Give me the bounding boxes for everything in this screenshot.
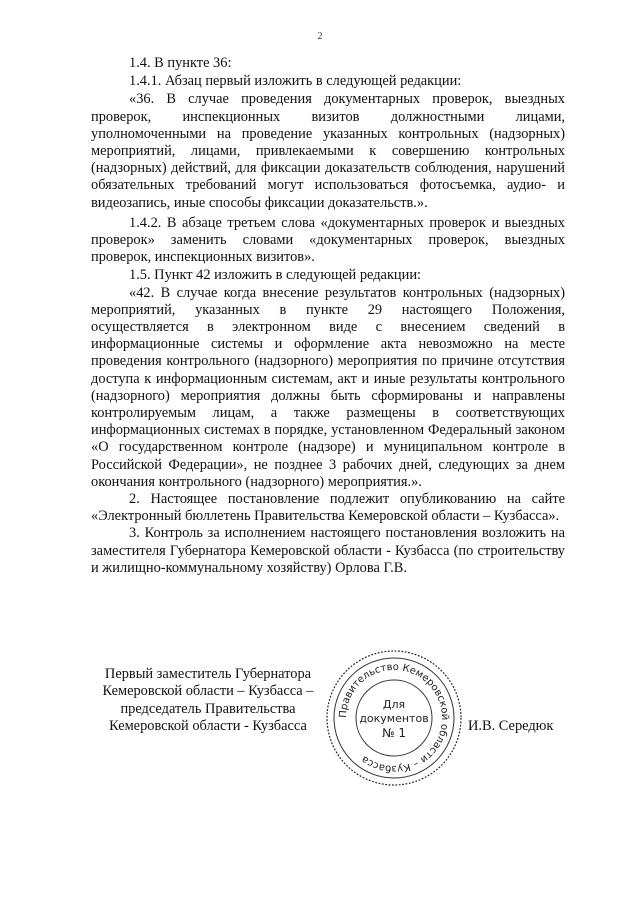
signatory-title-line: Кемеровской области - Кузбасса bbox=[109, 718, 307, 735]
signatory-name: И.В. Середюк bbox=[468, 718, 554, 734]
stamp-center-line: документов bbox=[359, 712, 429, 725]
item-36-text: «36. В случае проведения документарных проверок, выездных проверок, инспекционных визитов должностными лицами, уполномоченными на проведение указанных контрольных (надзорных) мероприятий, лицами, привлекаемыми к совершению контрольных (надзорных) действий, для фиксации доказательств соблюдения, нарушений обязательных требований могут использоваться фотосъемка, аудио- и видеозапись, иные способы фиксации доказательств.». bbox=[91, 91, 565, 211]
item-1-4-2: 1.4.2. В абзаце третьем слова «документарных проверок и выездных проверок» заменить словами «документарных проверок, выездных проверок, инспекционных визитов». bbox=[91, 214, 565, 266]
item-1-4: 1.4. В пункте 36: bbox=[129, 55, 232, 71]
item-2: 2. Настоящее постановление подлежит опубликованию на сайте «Электронный бюллетень Правительства Кемеровской области – Кузбасса». bbox=[91, 491, 565, 525]
stamp-ring-label: Правительство Кемеровской области – Кузбасса bbox=[337, 661, 451, 775]
page-number: 2 bbox=[317, 31, 323, 42]
stamp-center-line: Для bbox=[382, 698, 406, 711]
item-1-4-1: 1.4.1. Абзац первый изложить в следующей редакции: bbox=[129, 73, 462, 90]
signatory-title bbox=[78, 666, 338, 736]
stamp-center-line: № 1 bbox=[382, 726, 406, 740]
item-3: 3. Контроль за исполнением настоящего постановления возложить на заместителя Губернатора Кемеровской области - Кузбасса (по строительству и жилищно-коммунальному хозяйству) Орлова Г.В. bbox=[91, 525, 565, 576]
document-body bbox=[91, 55, 565, 577]
signatory-title-line: председатель Правительства bbox=[120, 700, 296, 717]
signatory-title-line: Первый заместитель Губернатора bbox=[104, 666, 312, 682]
item-42-text: «42. В случае когда внесение результатов контрольных (надзорных) мероприятий, указанных в пункте 29 настоящего Положения, осуществляется в электронном виде с внесением сведений в информационные системы и оформление акта невозможно на месте проведения контрольного (надзорного) мероприятия по причине отсутствия доступа к информационным системам, акт и иные результаты контрольного (надзорного) мероприятия должны быть сформированы и направлены контролируемым лицам, а также размещены в соответствующих информационных системах в порядке, установленном Федеральный законом «О государственном контроле (надзоре) и муниципальном контроле в Российской Федерации», не позднее 3 рабочих дней, следующих за днем окончания контрольного (надзорного) мероприятия.». bbox=[91, 284, 565, 490]
signatory-title-line: Кемеровской области – Кузбасса – bbox=[102, 683, 314, 700]
official-stamp bbox=[322, 646, 466, 790]
item-1-5: 1.5. Пункт 42 изложить в следующей редакции: bbox=[129, 267, 422, 284]
